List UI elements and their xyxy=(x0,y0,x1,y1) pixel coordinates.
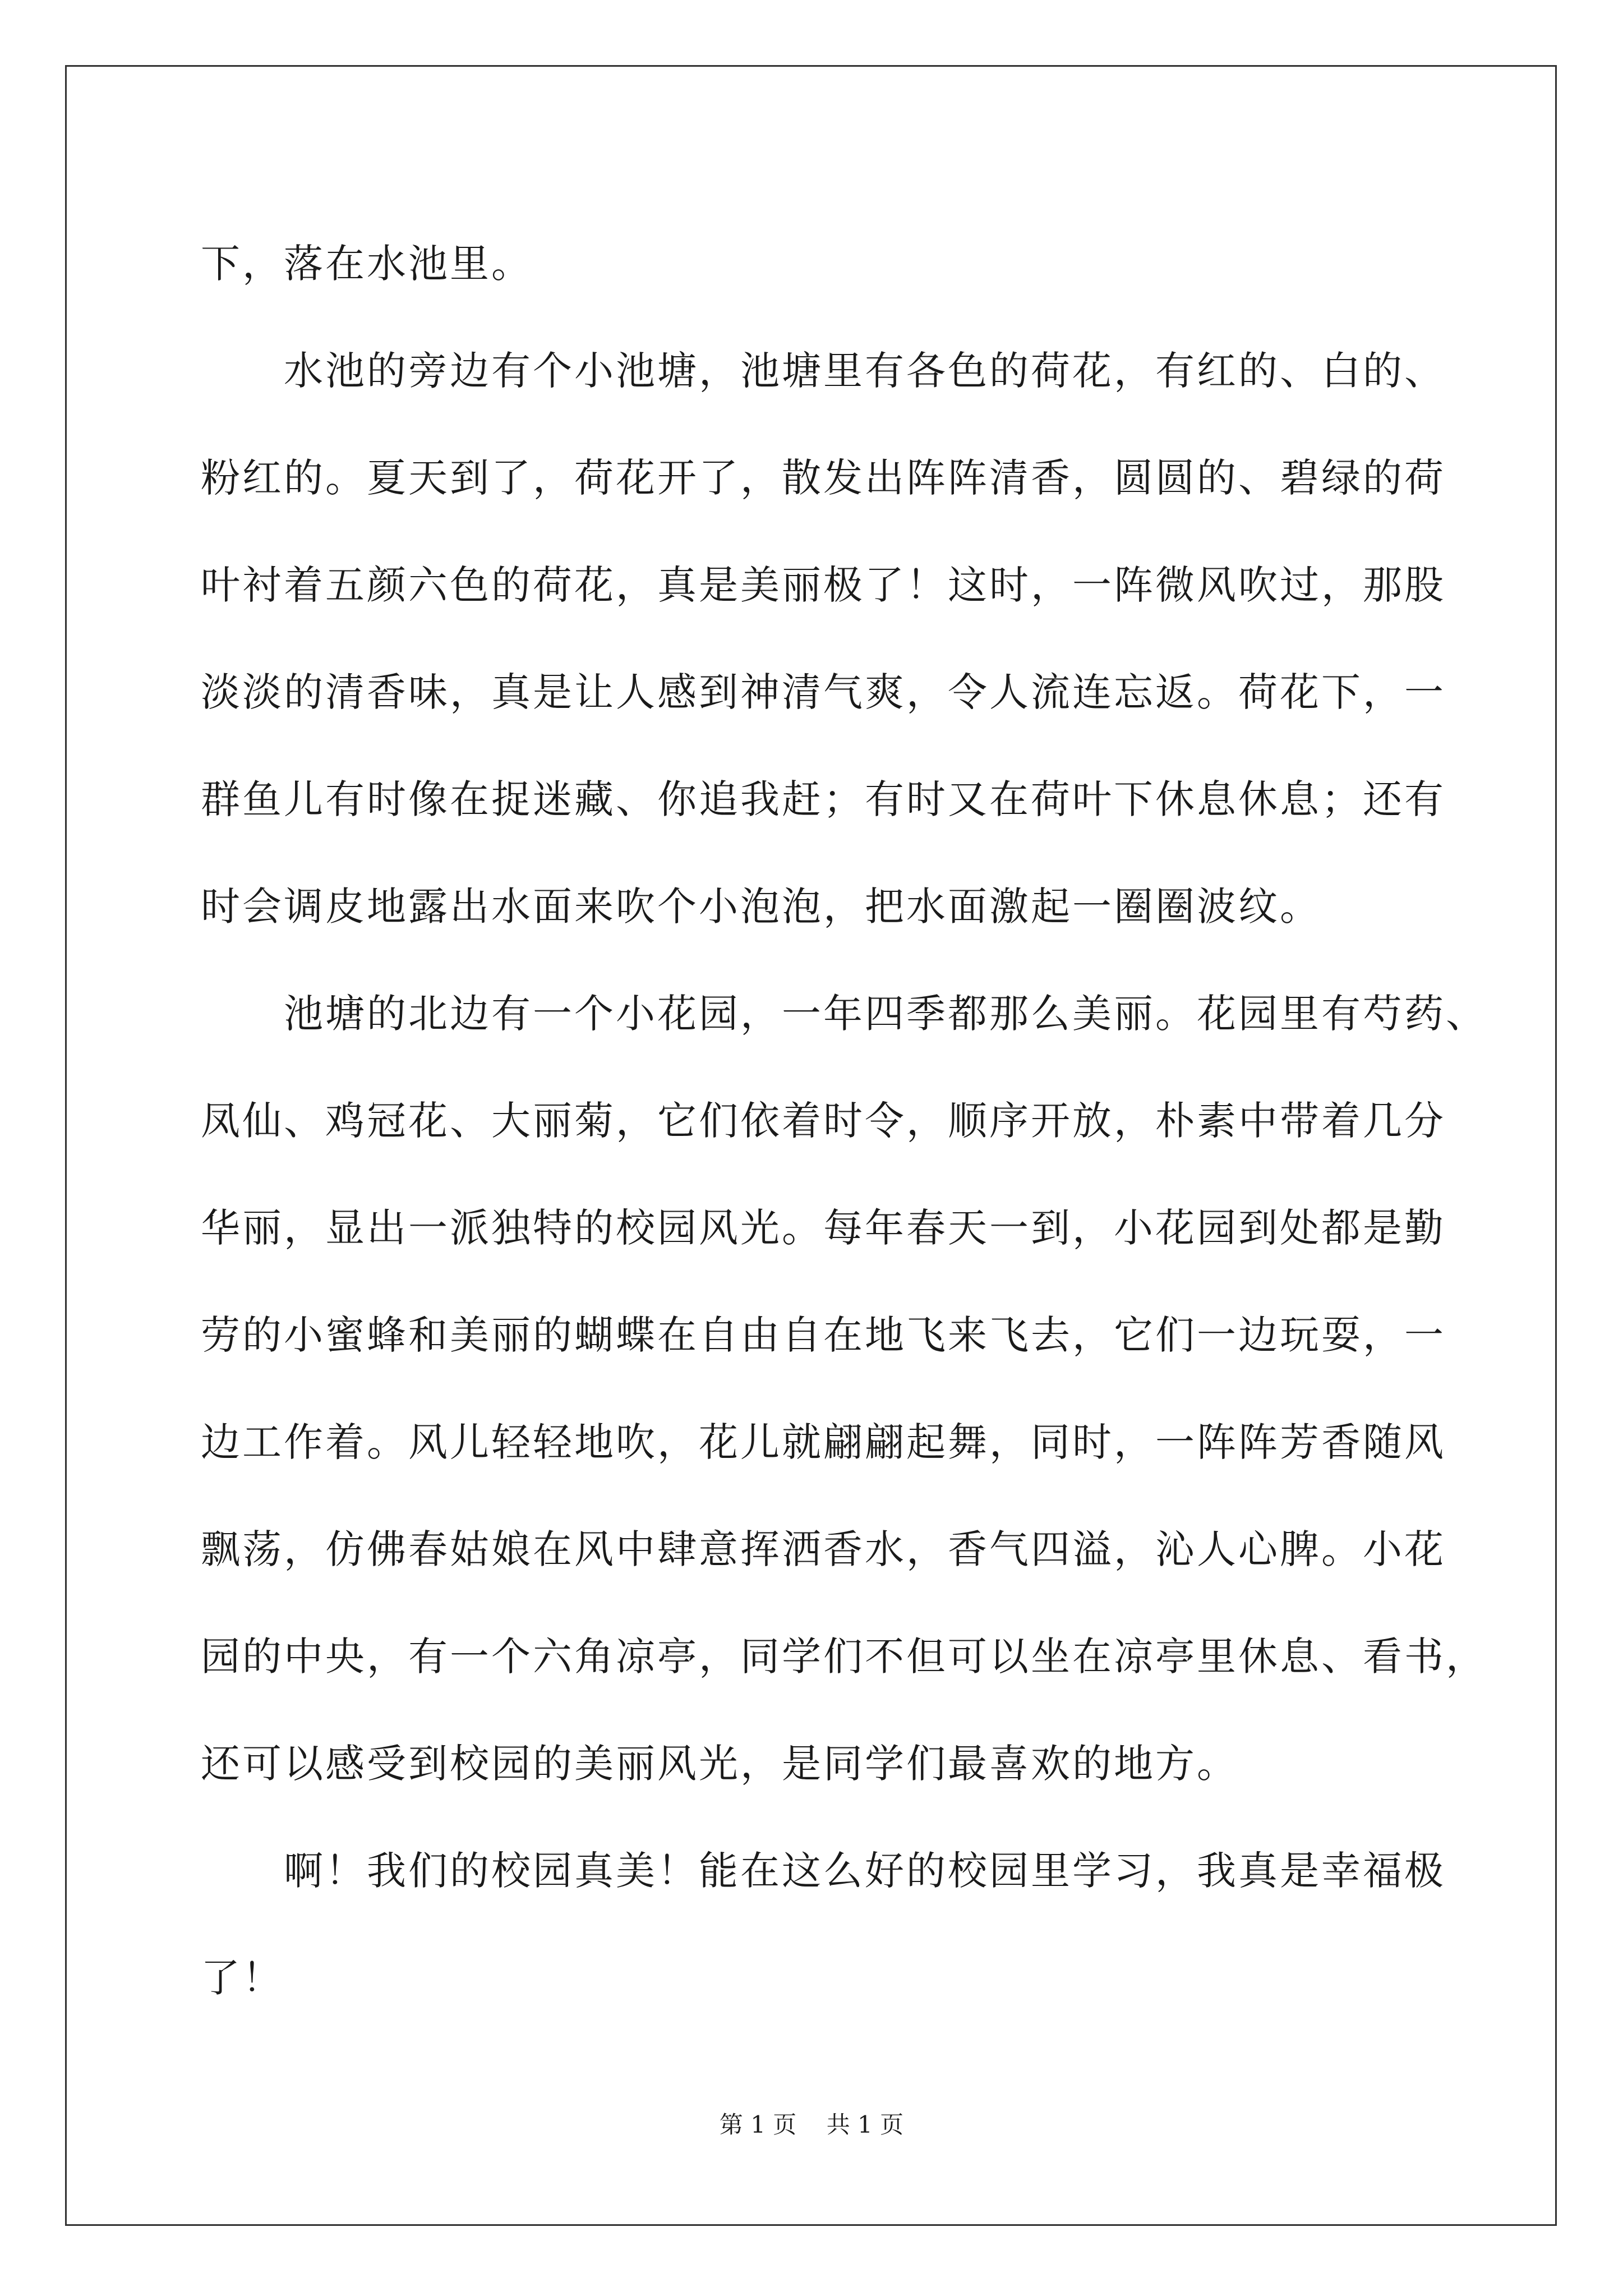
text-line: 边工作着。风儿轻轻地吹，花儿就翩翩起舞，同时，一阵阵芳香随风 xyxy=(201,1419,1446,1465)
text-line: 叶衬着五颜六色的荷花，真是美丽极了！这时，一阵微风吹过，那股 xyxy=(201,562,1446,608)
text-line: 水池的旁边有个小池塘，池塘里有各色的荷花，有红的、白的、 xyxy=(284,348,1446,394)
text-line: 下，落在水池里。 xyxy=(201,241,533,287)
text-line: 粉红的。夏天到了，荷花开了，散发出阵阵清香，圆圆的、碧绿的荷 xyxy=(201,455,1446,501)
text-line: 飘荡，仿佛春姑娘在风中肆意挥洒香水，香气四溢，沁人心脾。小花 xyxy=(201,1526,1446,1572)
text-line: 群鱼儿有时像在捉迷藏、你追我赶；有时又在荷叶下休息休息；还有 xyxy=(201,776,1446,822)
text-line: 淡淡的清香味，真是让人感到神清气爽，令人流连忘返。荷花下，一 xyxy=(201,669,1446,715)
text-line: 还可以感受到校园的美丽风光，是同学们最喜欢的地方。 xyxy=(201,1741,1238,1787)
document-body xyxy=(201,210,1487,2032)
text-line: 时会调皮地露出水面来吹个小泡泡，把水面激起一圈圈波纹。 xyxy=(201,884,1321,930)
text-line: 了！ xyxy=(201,1955,284,2001)
text-line: 园的中央，有一个六角凉亭，同学们不但可以坐在凉亭里休息、看书， xyxy=(201,1634,1487,1680)
text-line: 华丽，显出一派独特的校园风光。每年春天一到，小花园到处都是勤 xyxy=(201,1205,1446,1251)
text-line: 池塘的北边有一个小花园，一年四季都那么美丽。花园里有芍药、 xyxy=(284,991,1487,1037)
text-line: 凤仙、鸡冠花、大丽菊，它们依着时令，顺序开放，朴素中带着几分 xyxy=(201,1098,1446,1144)
text-line: 劳的小蜜蜂和美丽的蝴蝶在自由自在地飞来飞去，它们一边玩耍，一 xyxy=(201,1312,1446,1358)
text-line: 啊！我们的校园真美！能在这么好的校园里学习，我真是幸福极 xyxy=(284,1848,1446,1894)
page-number-footer: 第 1 页 共 1 页 xyxy=(719,2111,904,2138)
